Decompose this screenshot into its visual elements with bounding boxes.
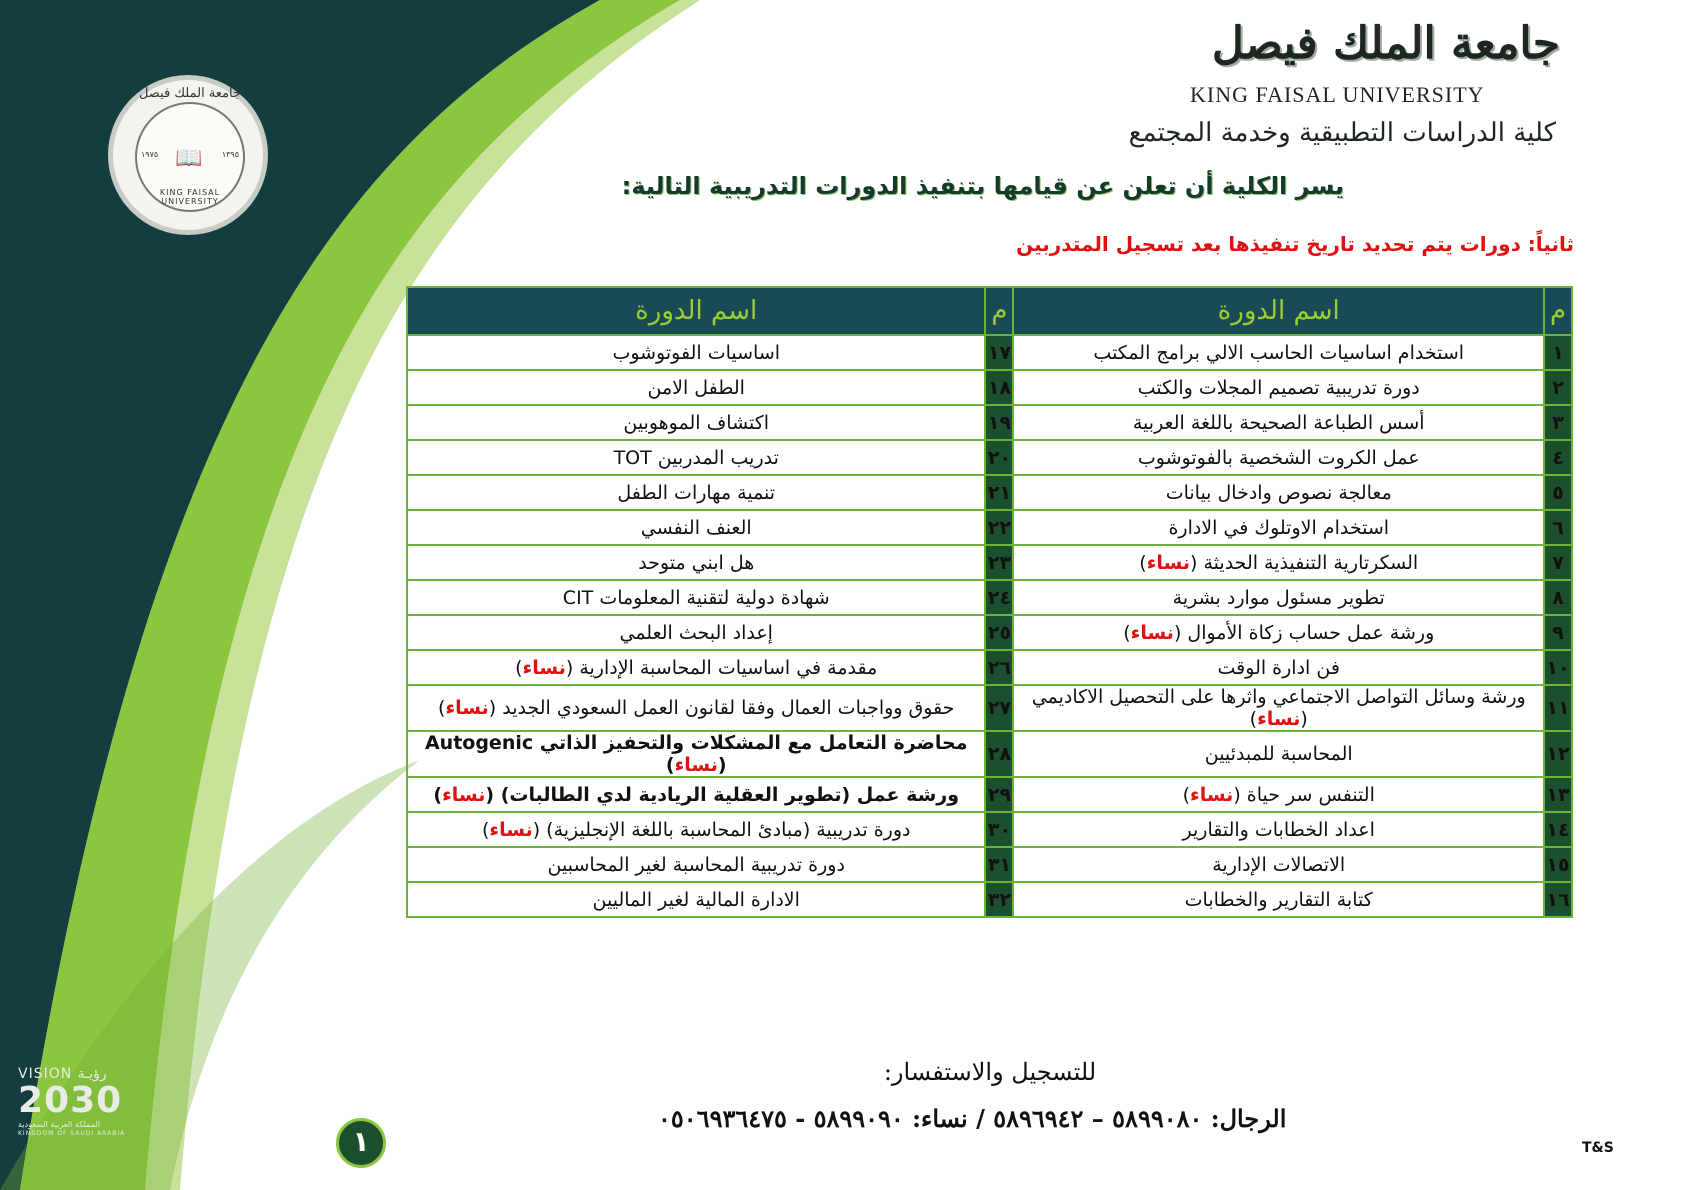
course-number: ١٧ [985, 335, 1013, 370]
course-name: اكتشاف الموهوبين [623, 411, 770, 434]
course-name: الطفل الامن [647, 376, 745, 399]
seal-bottom-text: KING FAISAL UNIVERSITY [159, 188, 221, 206]
vision-year: 2030 [18, 1080, 123, 1121]
course-name-cell: ورشة عمل (تطوير العقلية الريادية لدي الطالبات) (نساء) [407, 777, 985, 812]
course-name-cell: ورشة عمل حساب زكاة الأموال (نساء) [1013, 615, 1544, 650]
course-name: التنفس سر حياة [1246, 783, 1375, 806]
course-name: العنف النفسي [640, 516, 752, 539]
course-number: ١٥ [1544, 847, 1572, 882]
course-number: ٢٨ [985, 731, 1013, 777]
table-row [407, 882, 1572, 917]
course-name: استخدام اساسيات الحاسب الالي برامج المكتب [1093, 341, 1465, 364]
course-number: ١٤ [1544, 812, 1572, 847]
course-number: ٢٦ [985, 650, 1013, 685]
course-number: ١٩ [985, 405, 1013, 440]
women-tag: نساء [489, 818, 533, 841]
num-header: م [1544, 287, 1572, 335]
vision-label: VISION رؤيـة [18, 1066, 107, 1082]
course-number: ٢٩ [985, 777, 1013, 812]
course-name-cell [407, 475, 985, 510]
table-row [407, 615, 1572, 650]
table-row [407, 650, 1572, 685]
table-row [407, 335, 1572, 370]
courses-table-body [407, 335, 1572, 917]
course-name-cell [407, 882, 985, 917]
course-number: ٢١ [985, 475, 1013, 510]
course-name: دورة تدريبية (مبادئ المحاسبة باللغة الإنجليزية) [546, 818, 911, 841]
table-row [407, 370, 1572, 405]
university-seal-logo [108, 75, 268, 235]
course-number: ١ [1544, 335, 1572, 370]
course-name-cell: ورشة وسائل التواصل الاجتماعي واثرها على التحصيل الاكاديمي (نساء) [1013, 685, 1544, 731]
course-number: ٣٢ [985, 882, 1013, 917]
course-name-cell [1013, 812, 1544, 847]
women-tag: نساء [1190, 783, 1234, 806]
course-name-cell [1013, 335, 1544, 370]
course-name: دورة تدريبية تصميم المجلات والكتب [1137, 376, 1420, 399]
table-row [407, 685, 1572, 731]
table-header-row [407, 287, 1572, 335]
women-tag: نساء [1130, 621, 1174, 644]
course-name-cell [407, 580, 985, 615]
course-name: دورة تدريبية المحاسبة لغير المحاسبين [547, 853, 845, 876]
course-name-cell [407, 847, 985, 882]
course-number: ٤ [1544, 440, 1572, 475]
course-name-cell [407, 510, 985, 545]
course-name: شهادة دولية لتقنية المعلومات CIT [562, 586, 830, 609]
book-icon: 📖 [175, 146, 203, 171]
course-name-cell: مقدمة في اساسيات المحاسبة الإدارية (نساء) [407, 650, 985, 685]
course-name: معالجة نصوص وادخال بيانات [1165, 481, 1392, 504]
course-name: اساسيات الفوتوشوب [612, 341, 781, 364]
num-header: م [985, 287, 1013, 335]
course-number: ٢٤ [985, 580, 1013, 615]
contact-phones: الرجال: ٥٨٩٩٠٨٠ – ٥٨٩٦٩٤٢ / نساء: ٥٨٩٩٠٩٠ - ٠٥٠٦٩٣٦٤٧٥ [658, 1104, 1287, 1133]
course-name: الادارة المالية لغير الماليين [592, 888, 800, 911]
course-name: عمل الكروت الشخصية بالفوتوشوب [1137, 446, 1420, 469]
course-number: ٣٠ [985, 812, 1013, 847]
course-name-cell [1013, 731, 1544, 777]
course-name-cell [1013, 440, 1544, 475]
women-tag: نساء [674, 754, 718, 776]
course-name-cell [407, 335, 985, 370]
course-name: هل ابني متوحد [638, 551, 755, 574]
course-name: ورشة عمل (تطوير العقلية الريادية لدي الطالبات) [500, 783, 960, 806]
course-name-cell: التنفس سر حياة (نساء) [1013, 777, 1544, 812]
page-number-badge: ١ [336, 1118, 386, 1168]
course-name: ورشة عمل حساب زكاة الأموال [1187, 621, 1435, 644]
women-tag: نساء [1257, 708, 1301, 730]
course-name: ورشة وسائل التواصل الاجتماعي واثرها على التحصيل الاكاديمي [1031, 686, 1526, 708]
women-tag: نساء [442, 783, 486, 806]
seal-inner-ring [135, 86, 245, 212]
course-name-cell: دورة تدريبية (مبادئ المحاسبة باللغة الإنجليزية) (نساء) [407, 812, 985, 847]
course-number: ٢٧ [985, 685, 1013, 731]
course-name: السكرتارية التنفيذية الحديثة [1203, 551, 1419, 574]
women-tag: نساء [445, 697, 489, 719]
table-row [407, 812, 1572, 847]
course-number: ٩ [1544, 615, 1572, 650]
table-row [407, 405, 1572, 440]
course-name-cell [1013, 650, 1544, 685]
course-number: ٣ [1544, 405, 1572, 440]
course-number: ١٨ [985, 370, 1013, 405]
name-header: اسم الدورة [1013, 287, 1544, 335]
course-number: ٥ [1544, 475, 1572, 510]
course-name-cell: السكرتارية التنفيذية الحديثة (نساء) [1013, 545, 1544, 580]
table-row [407, 731, 1572, 777]
university-name-arabic: جامعة الملك فيصل [1211, 18, 1560, 69]
course-number: ٣١ [985, 847, 1013, 882]
course-name-cell [1013, 475, 1544, 510]
vision-kingdom-en: KINGDOM OF SAUDI ARABIA [18, 1130, 126, 1137]
course-number: ٧ [1544, 545, 1572, 580]
course-name: اعداد الخطابات والتقارير [1182, 818, 1375, 841]
announcement-heading: يسر الكلية أن تعلن عن قيامها بتنفيذ الدورات التدريبية التالية: [621, 172, 1344, 200]
vision-kingdom-ar: المملكة العربية السعودية [18, 1120, 101, 1129]
course-number: ٨ [1544, 580, 1572, 615]
section-title: ثانياً: دورات يتم تحديد تاريخ تنفيذها بعد تسجيل المتدربين [1016, 232, 1574, 256]
name-header: اسم الدورة [407, 287, 985, 335]
course-name: تدريب المدربين TOT [613, 446, 779, 469]
course-number: ٢٠ [985, 440, 1013, 475]
table-row [407, 580, 1572, 615]
seal-year-left: ١٩٧٥ [141, 150, 159, 159]
course-name: أسس الطباعة الصحيحة باللغة العربية [1132, 411, 1425, 434]
seal-year-right: ١٣٩٥ [221, 150, 239, 159]
course-name: الاتصالات الإدارية [1212, 853, 1346, 876]
course-name-cell [407, 440, 985, 475]
table-row [407, 475, 1572, 510]
course-name: كتابة التقارير والخطابات [1184, 888, 1373, 911]
women-tag: نساء [522, 656, 566, 679]
course-name-cell [1013, 882, 1544, 917]
table-row [407, 440, 1572, 475]
course-name-cell [1013, 370, 1544, 405]
courses-table [406, 286, 1573, 918]
course-number: ١٣ [1544, 777, 1572, 812]
course-number: ٢٥ [985, 615, 1013, 650]
vision-2030-logo [18, 1066, 130, 1138]
course-name-cell [407, 545, 985, 580]
course-number: ١١ [1544, 685, 1572, 731]
course-name-cell [1013, 847, 1544, 882]
course-name-cell: محاضرة التعامل مع المشكلات والتحفيز الذاتي Autogenic (نساء) [407, 731, 985, 777]
table-row [407, 545, 1572, 580]
contact-heading: للتسجيل والاستفسار: [883, 1058, 1097, 1086]
course-number: ٢ [1544, 370, 1572, 405]
course-number: ٦ [1544, 510, 1572, 545]
course-number: ٢٢ [985, 510, 1013, 545]
course-name-cell [407, 370, 985, 405]
course-name: حقوق وواجبات العمال وفقا لقانون العمل السعودي الجديد [502, 697, 955, 719]
course-name: فن ادارة الوقت [1217, 656, 1340, 679]
women-tag: نساء [1146, 551, 1191, 574]
course-name-cell [1013, 580, 1544, 615]
seal-top-text: جامعة الملك فيصل [138, 86, 242, 101]
course-name: إعداد البحث العلمي [619, 621, 773, 644]
course-name-cell [407, 615, 985, 650]
course-name: استخدام الاوتلوك في الادارة [1168, 516, 1390, 539]
course-number: ١٢ [1544, 731, 1572, 777]
course-name: محاضرة التعامل مع المشكلات والتحفيز الذاتي Autogenic [424, 732, 968, 754]
table-row [407, 777, 1572, 812]
course-name-cell [1013, 405, 1544, 440]
course-name: المحاسبة للمبدئيين [1204, 743, 1353, 765]
course-name: تطوير مسئول موارد بشرية [1172, 586, 1385, 609]
course-name-cell: حقوق وواجبات العمال وفقا لقانون العمل السعودي الجديد (نساء) [407, 685, 985, 731]
course-number: ٢٣ [985, 545, 1013, 580]
footer-code: T&S [1582, 1140, 1614, 1156]
college-name: كلية الدراسات التطبيقية وخدمة المجتمع [1128, 118, 1556, 148]
course-name-cell [407, 405, 985, 440]
course-name: تنمية مهارات الطفل [617, 481, 776, 504]
table-row [407, 847, 1572, 882]
course-name: مقدمة في اساسيات المحاسبة الإدارية [579, 656, 878, 679]
course-name-cell [1013, 510, 1544, 545]
university-name-english: KING FAISAL UNIVERSITY [1190, 82, 1485, 107]
table-row [407, 510, 1572, 545]
course-number: ١٠ [1544, 650, 1572, 685]
course-number: ١٦ [1544, 882, 1572, 917]
